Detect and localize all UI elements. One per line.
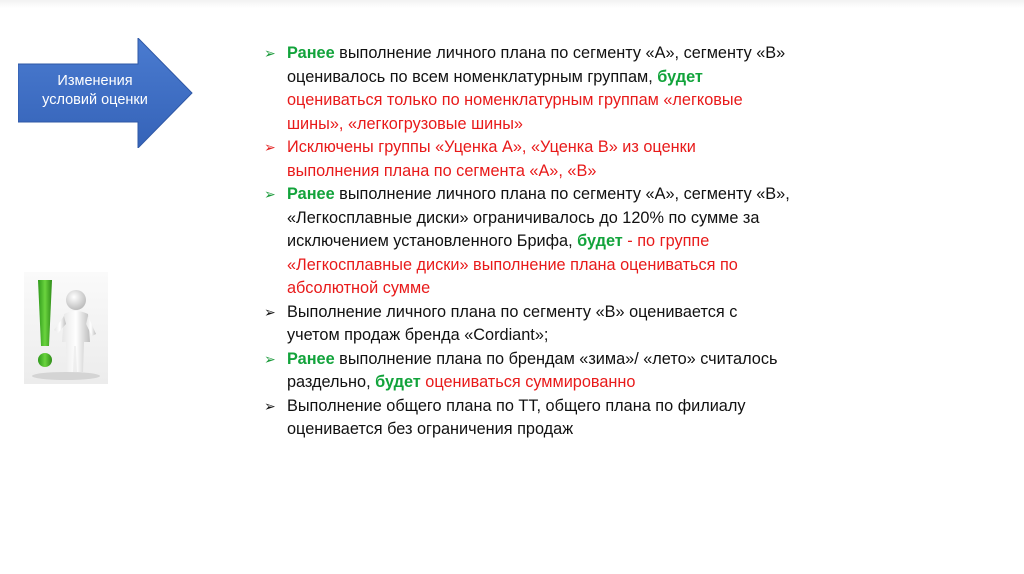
bullet-text-segment: будет	[577, 232, 623, 250]
bullet-text-segment: выполнение личного плана по сегменту «А», сегменту «В», «Легкосплавные диски» ограничивалось до 120% по сумме за исключением установленного Брифа,	[287, 185, 790, 250]
arrowhead-bullet-icon: ➢	[264, 350, 276, 367]
exclamation-figure	[24, 272, 108, 384]
bullet-text-segment: Ранее	[287, 44, 335, 62]
arrowhead-bullet-icon: ➢	[264, 303, 276, 320]
bullet-text-segment: выполнение плана по брендам «зима»/ «лето» считалось раздельно,	[287, 349, 778, 391]
bullet-text-segment: Исключены группы «Уценка А», «Уценка В» из оценки выполнения плана по сегмента «А», «В»	[287, 138, 696, 180]
arrowhead-bullet-icon: ➢	[264, 397, 276, 414]
arrowhead-bullet-icon: ➢	[264, 139, 276, 155]
arrow-label-line-1: Изменения	[57, 73, 133, 89]
arrowhead-bullet-icon: ➢	[264, 45, 276, 61]
bullet-text-segment: будет	[657, 67, 703, 86]
bullet-item	[262, 183, 792, 301]
bullet-text-segment: - по группе «Легкосплавные диски» выполнение плана оцениваться по абсолютной сумме	[287, 232, 738, 297]
bullet-text-segment: Ранее	[287, 185, 335, 203]
exclamation-person-icon	[24, 272, 108, 384]
bullet-item	[262, 42, 792, 136]
bullet-text-segment: Ранее	[287, 349, 335, 368]
bullet-item	[262, 395, 792, 442]
bullet-text-segment: выполнение личного плана по сегменту «А», сегменту «В» оценивалось по всем номенклатурным группам,	[287, 44, 786, 86]
bullet-item	[262, 348, 792, 395]
bullet-item	[262, 301, 792, 348]
bullet-text-segment: оцениваться только по номенклатурным группам «легковые шины», «легкогрузовые шины»	[287, 91, 743, 133]
arrow-label-line-2: условий оценки	[42, 92, 148, 108]
bullet-text-segment: оцениваться суммированно	[420, 373, 636, 391]
bullet-text-segment: будет	[375, 373, 421, 391]
bullet-text-segment: Выполнение личного плана по сегменту «В» оценивается с учетом продаж бренда «Cordiant»;	[287, 302, 738, 344]
slide-top-edge	[0, 0, 1024, 8]
bullet-text-segment: Выполнение общего плана по ТТ, общего плана по филиалу оценивается без ограничения продаж	[287, 396, 746, 438]
changes-arrow-shape	[18, 38, 194, 148]
arrow-label	[22, 72, 168, 110]
arrowhead-bullet-icon: ➢	[264, 186, 276, 202]
bullet-item	[262, 136, 792, 183]
changes-bullet-list	[262, 42, 792, 442]
